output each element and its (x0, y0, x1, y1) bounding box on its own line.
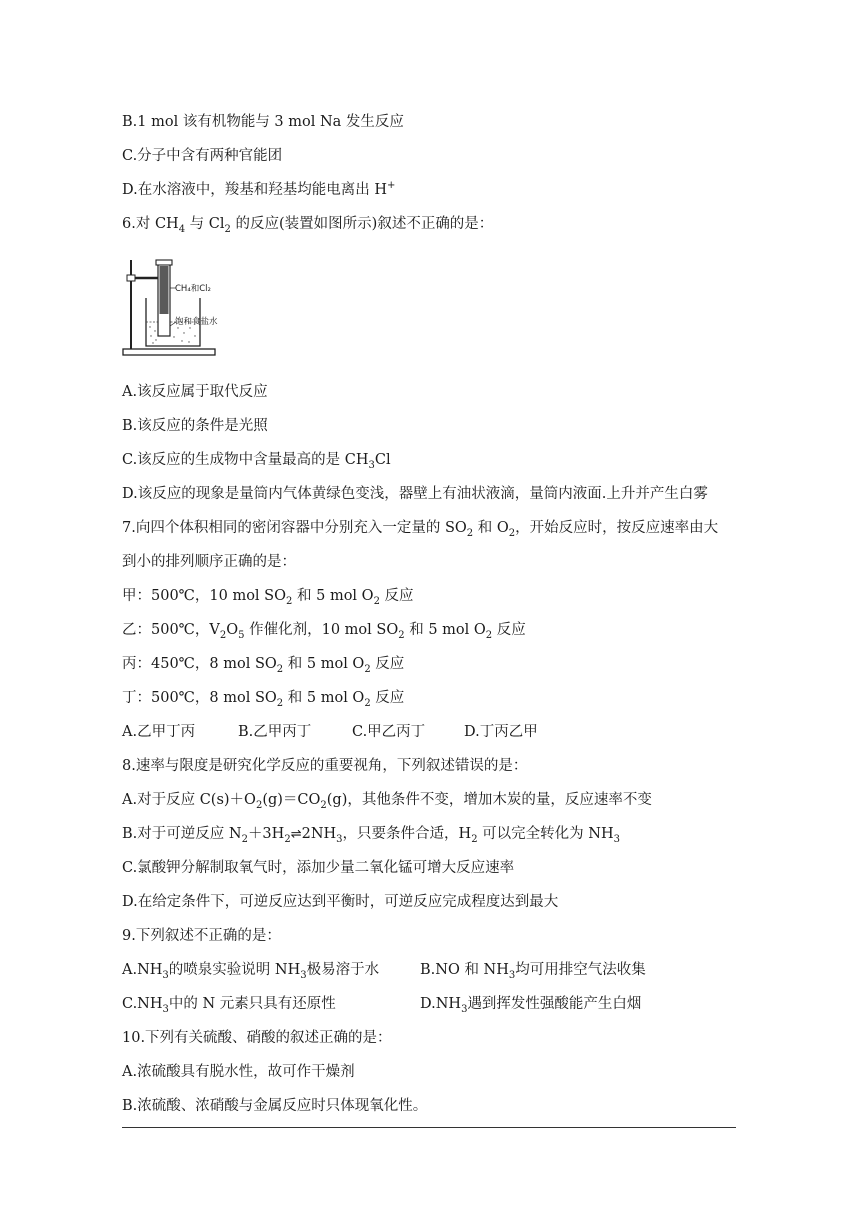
q7-stem: 7.向四个体积相同的密闭容器中分别充入一定量的 $SO_2$ 和 $O_2$，开始反应时，按反应速率由大 (122, 520, 719, 539)
q8-option-b: B.对于可逆反应 $N_2+3H_2\rightleftharpoons 2NH_3$，只要条件合适，$H_2$ 可以完全转化为 $NH_3$ (122, 826, 620, 845)
q9-option-b: B.NO 和 $NH_3$均可用排空气法收集 (420, 962, 646, 981)
q5-option-b: B.1 mol 该有机物能与 3 mol Na 发生反应 (122, 114, 404, 130)
q9-options-row2 (122, 994, 641, 1014)
q8-option-c: C.氯酸钾分解制取氧气时，添加少量二氧化锰可增大反应速率 (122, 860, 515, 876)
q9-options-row1 (122, 960, 646, 980)
q7-case-yi: 乙：500℃，$V_2O_5$ 作催化剂，10 mol $SO_2$ 和 5 mol $O_2$ 反应 (122, 622, 526, 641)
reversible-arrow-icon: ⇌ (290, 827, 302, 842)
q8-option-d: D.在给定条件下，可逆反应达到平衡时，可逆反应完成程度达到最大 (122, 894, 559, 910)
q7-options (122, 722, 538, 742)
q10-option-a: A.浓硫酸具有脱水性，故可作干燥剂 (122, 1064, 355, 1080)
apparatus-figure (118, 252, 218, 362)
q10-stem: 10.下列有关硫酸、硝酸的叙述正确的是： (122, 1030, 392, 1046)
q7-option-a: A.乙甲丁丙 (122, 724, 196, 740)
q7-option-c: C.甲乙丙丁 (352, 724, 426, 740)
q6-option-b: B.该反应的条件是光照 (122, 418, 268, 434)
q7-option-b: B.乙甲丙丁 (238, 724, 312, 740)
footer-rule (122, 1127, 736, 1128)
q6-option-c: C.该反应的生成物中含量最高的是 $CH_3Cl$ (122, 452, 391, 471)
q6-option-d: D.该反应的现象是量筒内气体黄绿色变浅，器壁上有油状液滴，量筒内液面.上升并产生白雾 (122, 486, 708, 502)
q7-case-ding: 丁：500℃，8 mol $SO_2$ 和 5 mol $O_2$ 反应 (122, 690, 405, 709)
q9-option-c: $C.NH_3$中的 N 元素只具有还原性 (122, 996, 336, 1015)
q7-option-d: D.丁丙乙甲 (464, 724, 538, 740)
q7-case-jia: 甲：500℃，10 mol $SO_2$ 和 5 mol $O_2$ 反应 (122, 588, 414, 607)
q9-option-a: $A.NH_3$的喷泉实验说明 $NH_3$极易溶于水 (122, 962, 380, 981)
figure-label-liquid: 饱和食盐水 (175, 317, 218, 327)
q5-option-c: C.分子中含有两种官能团 (122, 148, 283, 164)
q9-stem: 9.下列叙述不正确的是： (122, 928, 281, 944)
q8-option-a: A.对于反应 $C(s)+O_2(g)=CO_2(g)$，其他条件不变，增加木炭的量，反应速率不变 (122, 792, 652, 811)
q7-stem-line2: 到小的排列顺序正确的是： (122, 554, 296, 570)
q5-option-d: D.在水溶液中，羧基和羟基均能电离出 H+ (122, 180, 396, 198)
q10-option-b: B.浓硫酸、浓硝酸与金属反应时只体现氧化性。 (122, 1098, 428, 1114)
q6-stem: 6.对 $CH_4$ 与 $Cl_2$ 的反应(装置如图所示)叙述不正确的是： (122, 216, 494, 235)
q9-option-d: $D.NH_3$遇到挥发性强酸能产生白烟 (420, 996, 642, 1015)
q7-case-bing: 丙：450℃，8 mol $SO_2$ 和 5 mol $O_2$ 反应 (122, 656, 405, 675)
q8-stem: 8.速率与限度是研究化学反应的重要视角，下列叙述错误的是： (122, 758, 528, 774)
q6-option-a: A.该反应属于取代反应 (122, 384, 268, 400)
figure-label-gas: CH₄和Cl₂ (175, 284, 211, 294)
